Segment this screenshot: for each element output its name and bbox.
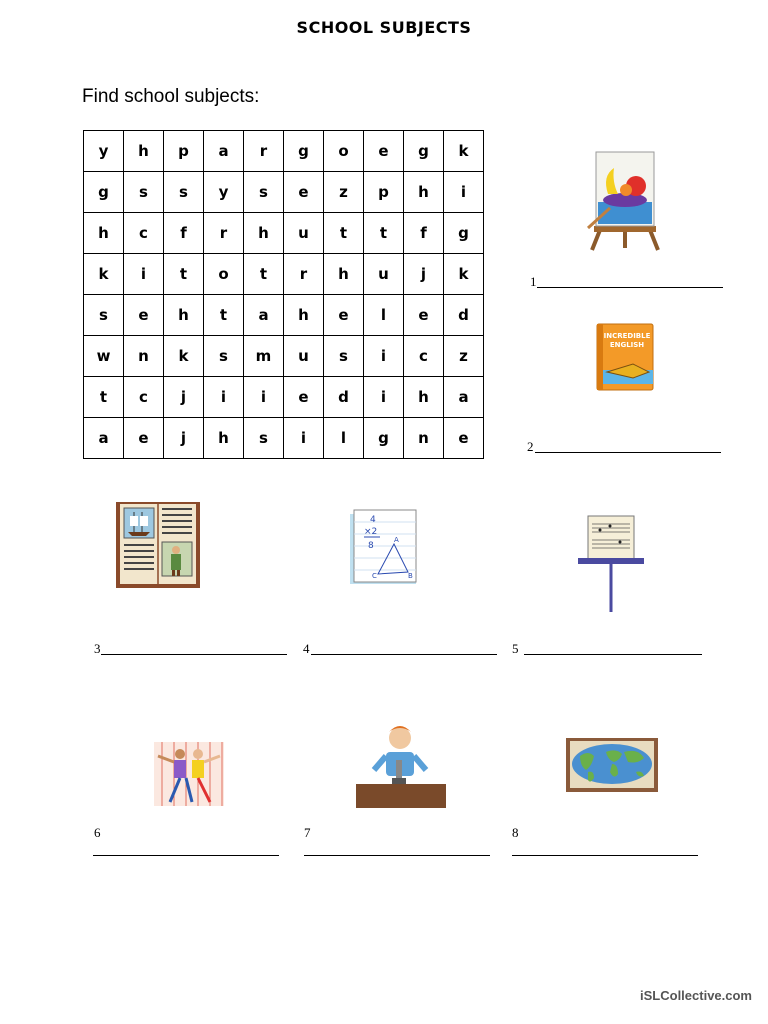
grid-cell[interactable]: a — [444, 377, 484, 418]
grid-cell[interactable]: e — [124, 295, 164, 336]
music-stand-icon — [574, 512, 648, 614]
grid-cell[interactable]: e — [284, 377, 324, 418]
answer-line-2[interactable] — [535, 452, 721, 453]
english-book-icon — [593, 322, 657, 392]
grid-cell[interactable]: z — [444, 336, 484, 377]
grid-cell[interactable]: s — [244, 418, 284, 459]
worksheet-title: SCHOOL SUBJECTS — [296, 18, 472, 37]
grid-cell[interactable]: r — [244, 131, 284, 172]
book-cover-title-1: INCREDIBLE — [603, 332, 651, 340]
grid-cell[interactable]: g — [404, 131, 444, 172]
svg-text:×2: ×2 — [364, 527, 378, 537]
grid-cell[interactable]: n — [124, 336, 164, 377]
answer-line-1[interactable] — [537, 287, 723, 288]
grid-cell[interactable]: r — [204, 213, 244, 254]
grid-cell[interactable]: h — [164, 295, 204, 336]
grid-cell[interactable]: a — [84, 418, 124, 459]
grid-cell[interactable]: e — [444, 418, 484, 459]
history-book-icon — [114, 500, 202, 590]
item-number-5: 5 — [512, 641, 519, 656]
grid-cell[interactable]: l — [324, 418, 364, 459]
grid-row — [84, 131, 484, 172]
grid-cell[interactable]: h — [284, 295, 324, 336]
word-search-grid — [83, 130, 484, 459]
grid-row — [84, 172, 484, 213]
grid-cell[interactable]: z — [324, 172, 364, 213]
answer-line-6[interactable] — [93, 855, 279, 856]
grid-cell[interactable]: k — [164, 336, 204, 377]
grid-cell[interactable]: g — [84, 172, 124, 213]
grid-cell[interactable]: y — [204, 172, 244, 213]
grid-cell[interactable]: d — [324, 377, 364, 418]
grid-cell[interactable]: t — [244, 254, 284, 295]
grid-cell[interactable]: t — [324, 213, 364, 254]
grid-cell[interactable]: j — [164, 377, 204, 418]
grid-cell[interactable]: g — [364, 418, 404, 459]
answer-line-8[interactable] — [512, 855, 698, 856]
grid-cell[interactable]: e — [284, 172, 324, 213]
grid-cell[interactable]: t — [204, 295, 244, 336]
grid-cell[interactable]: s — [84, 295, 124, 336]
grid-cell[interactable]: u — [364, 254, 404, 295]
pe-children-icon — [152, 740, 226, 808]
instruction-text: Find school subjects: — [82, 86, 260, 107]
grid-cell[interactable]: f — [164, 213, 204, 254]
grid-cell[interactable]: n — [404, 418, 444, 459]
grid-cell[interactable]: f — [404, 213, 444, 254]
grid-cell[interactable]: o — [204, 254, 244, 295]
grid-cell[interactable]: t — [84, 377, 124, 418]
grid-cell[interactable]: k — [84, 254, 124, 295]
grid-cell[interactable]: u — [284, 336, 324, 377]
grid-cell[interactable]: g — [284, 131, 324, 172]
grid-cell[interactable]: i — [204, 377, 244, 418]
grid-cell[interactable]: j — [164, 418, 204, 459]
grid-cell[interactable]: j — [404, 254, 444, 295]
grid-cell[interactable]: e — [124, 418, 164, 459]
book-cover-title-2: ENGLISH — [609, 341, 645, 349]
grid-cell[interactable]: c — [124, 213, 164, 254]
grid-cell[interactable]: t — [364, 213, 404, 254]
grid-cell[interactable]: c — [124, 377, 164, 418]
grid-cell[interactable]: u — [284, 213, 324, 254]
grid-cell[interactable]: e — [364, 131, 404, 172]
grid-cell[interactable]: k — [444, 131, 484, 172]
grid-cell[interactable]: s — [244, 172, 284, 213]
footer-watermark: iSLCollective.com — [640, 988, 752, 1003]
svg-text:A: A — [394, 536, 399, 544]
grid-cell[interactable]: h — [124, 131, 164, 172]
grid-cell[interactable]: h — [244, 213, 284, 254]
grid-cell[interactable]: h — [324, 254, 364, 295]
grid-row — [84, 377, 484, 418]
grid-row — [84, 254, 484, 295]
grid-cell[interactable]: h — [404, 377, 444, 418]
grid-cell[interactable]: i — [444, 172, 484, 213]
grid-cell[interactable]: s — [164, 172, 204, 213]
grid-cell[interactable]: h — [404, 172, 444, 213]
grid-cell[interactable]: r — [284, 254, 324, 295]
maths-notebook-icon — [348, 508, 420, 586]
grid-row — [84, 213, 484, 254]
answer-line-5[interactable] — [524, 654, 702, 655]
item-number-7: 7 — [304, 825, 311, 840]
grid-cell[interactable]: p — [164, 131, 204, 172]
grid-cell[interactable]: k — [444, 254, 484, 295]
grid-cell[interactable]: g — [444, 213, 484, 254]
item-number-6: 6 — [94, 825, 101, 840]
grid-row — [84, 418, 484, 459]
grid-cell[interactable]: t — [164, 254, 204, 295]
item-number-8: 8 — [512, 825, 519, 840]
grid-cell[interactable]: c — [404, 336, 444, 377]
grid-cell[interactable]: p — [364, 172, 404, 213]
grid-cell[interactable]: d — [444, 295, 484, 336]
svg-text:4: 4 — [370, 515, 376, 525]
grid-cell[interactable]: w — [84, 336, 124, 377]
grid-cell[interactable]: i — [364, 377, 404, 418]
grid-cell[interactable]: a — [244, 295, 284, 336]
grid-cell[interactable]: s — [204, 336, 244, 377]
grid-row — [84, 336, 484, 377]
grid-cell[interactable]: o — [324, 131, 364, 172]
answer-line-7[interactable] — [304, 855, 490, 856]
grid-cell[interactable]: s — [324, 336, 364, 377]
grid-cell[interactable]: h — [84, 213, 124, 254]
grid-row — [84, 295, 484, 336]
item-number-2: 2 — [527, 439, 534, 454]
answer-line-4[interactable] — [311, 654, 497, 655]
grid-cell[interactable]: e — [324, 295, 364, 336]
geography-map-icon — [564, 736, 660, 794]
grid-cell[interactable]: l — [364, 295, 404, 336]
art-easel-icon — [580, 150, 670, 250]
science-microscope-icon — [356, 720, 446, 808]
grid-cell[interactable]: i — [284, 418, 324, 459]
grid-cell[interactable]: s — [124, 172, 164, 213]
grid-cell[interactable]: y — [84, 131, 124, 172]
item-number-3: 3 — [94, 641, 101, 656]
grid-cell[interactable]: m — [244, 336, 284, 377]
svg-text:C: C — [372, 572, 377, 580]
grid-cell[interactable]: i — [244, 377, 284, 418]
svg-text:8: 8 — [368, 541, 374, 551]
grid-cell[interactable]: h — [204, 418, 244, 459]
answer-line-3[interactable] — [101, 654, 287, 655]
grid-cell[interactable]: a — [204, 131, 244, 172]
item-number-4: 4 — [303, 641, 310, 656]
svg-text:B: B — [408, 572, 413, 580]
grid-cell[interactable]: e — [404, 295, 444, 336]
grid-cell[interactable]: i — [364, 336, 404, 377]
item-number-1: 1 — [530, 274, 537, 289]
grid-cell[interactable]: i — [124, 254, 164, 295]
